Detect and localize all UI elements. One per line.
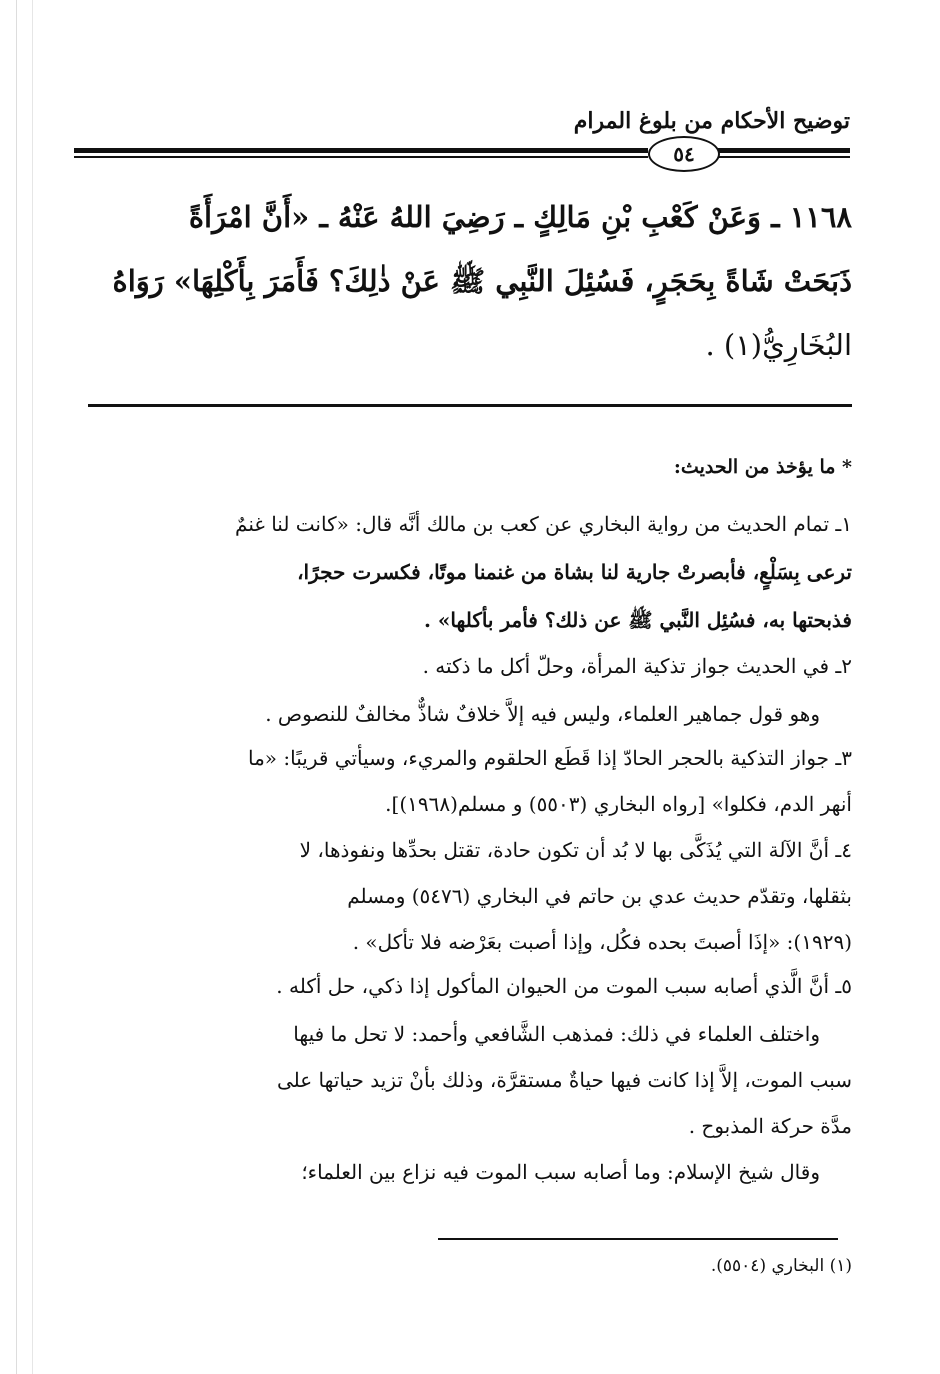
hadith-line: ١١٦٨ ـ وَعَنْ كَعْبِ بْنِ مَالِكٍ ـ رَضِيَ اللهُ عَنْهُ ـ «أَنَّ امْرَأَةً bbox=[188, 200, 852, 234]
scan-edge-line bbox=[32, 0, 33, 1374]
body-line: ٣ـ جواز التذكية بالحجر الحادّ إذا قَطَع الحلقوم والمريء، وسيأتي قريبًا: «ما bbox=[247, 746, 852, 770]
body-line: أنهر الدم، فكلوا» [رواه البخاري (٥٥٠٣) و مسلم(١٩٦٨)]. bbox=[385, 792, 852, 816]
page-number: ٥٤ bbox=[648, 136, 720, 172]
running-header-title: توضيح الأحكام من بلوغ المرام bbox=[573, 108, 850, 134]
header-rule bbox=[74, 156, 648, 158]
section-heading: * ما يؤخذ من الحديث: bbox=[673, 456, 852, 478]
body-line: واختلف العلماء في ذلك: فمذهب الشَّافعي وأحمد: لا تحل ما فيها bbox=[293, 1022, 820, 1046]
scan-edge-line bbox=[16, 0, 17, 1374]
hadith-line: ذَبَحَتْ شَاةً بِحَجَرٍ، فَسُئِلَ النَّبِي ﷺ عَنْ ذٰلِكَ؟ فَأَمَرَ بِأَكْلِهَا» رَوَاهُ bbox=[112, 264, 852, 298]
body-line: فذبحتها به، فسُئِل النَّبي ﷺ عن ذلك؟ فأمر بأكلها» . bbox=[423, 608, 852, 632]
body-line: مدَّة حركة المذبوح . bbox=[688, 1114, 852, 1138]
header-rule bbox=[718, 148, 850, 153]
header-rule bbox=[74, 148, 648, 153]
body-line: سبب الموت، إلاَّ إذا كانت فيها حياةٌ مستقرَّة، وذلك بأنْ تزيد حياتها على bbox=[276, 1068, 852, 1092]
body-line: وهو قول جماهير العلماء، وليس فيه إلاَّ خلافٌ شاذٌّ مخالفٌ للنصوص . bbox=[265, 702, 820, 726]
body-line: وقال شيخ الإسلام: وما أصابه سبب الموت فيه نزاع بين العلماء؛ bbox=[301, 1160, 820, 1184]
body-line: (١٩٢٩): «إذَا أصبتَ بحده فكُل، وإذا أصبت بعَرْضه فلا تأكل» . bbox=[352, 930, 852, 954]
header-rule bbox=[718, 156, 850, 158]
body-line: ٢ـ في الحديث جواز تذكية المرأة، وحلّ أكل ما ذكته . bbox=[422, 654, 852, 678]
body-line: ٥ـ أنَّ الَّذي أصابه سبب الموت من الحيوان المأكول إذا ذكي، حل أكله . bbox=[276, 974, 852, 998]
body-line: ترعى بِسَلْعٍ، فأبصرتْ جارية لنا بشاة من غنمنا موتًا، فكسرت حجرًا، bbox=[297, 560, 852, 584]
body-line: ١ـ تمام الحديث من رواية البخاري عن كعب بن مالك أنَّه قال: «كانت لنا غنمٌ bbox=[235, 512, 852, 536]
footnote: (١) البخاري (٥٥٠٤). bbox=[710, 1256, 852, 1276]
body-line: ٤ـ أنَّ الآلة التي يُذَكَّى بها لا بُد أن تكون حادة، تقتل بحدِّها ونفوذها، لا bbox=[299, 838, 852, 862]
section-divider bbox=[88, 404, 852, 407]
footnote-rule bbox=[438, 1238, 838, 1240]
body-line: بثقلها، وتقدّم حديث عدي بن حاتم في البخاري (٥٤٧٦) ومسلم bbox=[347, 884, 852, 908]
hadith-line: البُخَارِيُّ(١) . bbox=[705, 328, 852, 362]
